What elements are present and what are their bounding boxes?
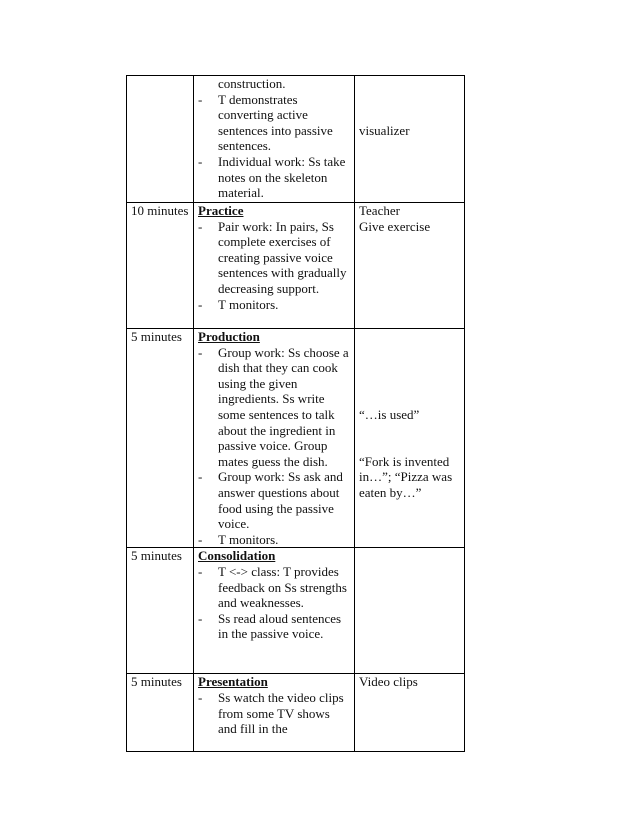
activity-list [198,564,350,642]
stage-heading: Presentation [198,674,268,690]
list-item [198,345,350,470]
table-row [127,76,465,203]
table-row [127,674,465,752]
bullet-text: T monitors. [218,531,279,547]
resource-text: visualizer [359,122,410,138]
resource-text: Teacher [359,203,400,218]
bullet-text: Group work: Ss ask and answer questions about food using the passive voice. [218,469,343,532]
activity-cell [194,76,355,203]
resource-cell [355,329,465,548]
bullet-text: T <-> class: T provides feedback on Ss strengths and weaknesses. [218,563,347,611]
bullet-dash: - [198,91,203,107]
table-row [127,203,465,329]
time-cell [127,203,194,329]
activity-cell [194,674,355,752]
bullet-text: Individual work: Ss take notes on the skeleton material. [218,153,346,201]
list-item [198,690,350,737]
time-cell [127,76,194,203]
time-text: 10 minutes [131,203,189,218]
table-row [127,329,465,548]
list-item [198,92,350,154]
resource-cell [355,674,465,752]
time-cell [127,548,194,674]
resource-text: “…is used” [359,406,420,422]
time-text: 5 minutes [131,674,182,690]
resource-text: Video clips [359,674,418,690]
activity-list [198,219,350,313]
bullet-dash: - [198,610,203,626]
activity-list [198,345,350,548]
bullet-dash: - [198,153,203,169]
time-cell [127,329,194,548]
bullet-text: Ss read aloud sentences in the passive voice. [218,610,342,642]
list-item [198,611,350,642]
bullet-text: Pair work: In pairs, Ss complete exercises of creating passive voice sentences with gradually decreasing support. [218,218,347,296]
resource-cell [355,548,465,674]
bullet-dash: - [198,563,203,579]
resource-cell [355,203,465,329]
stage-heading: Production [198,329,260,344]
bullet-dash: - [198,344,203,360]
bullet-dash: - [198,689,203,705]
resource-text: Give exercise [359,218,431,234]
activity-list [198,92,350,201]
activity-cell [194,329,355,548]
activity-list [198,690,350,737]
bullet-dash: - [198,469,203,485]
list-item [198,564,350,611]
bullet-dash: - [198,296,203,312]
list-item [198,154,350,201]
list-item [198,297,350,313]
resource-text: “Fork is invented in…”; “Pizza was eaten by…” [359,453,453,500]
time-text: 5 minutes [131,329,182,344]
stage-heading: Consolidation [198,548,276,564]
stage-heading: Practice [198,203,244,218]
table-row [127,548,465,674]
bullet-text: Group work: Ss choose a dish that they can cook using the given ingredients. Ss write some sentences to talk about the ingredient in passive voice. Group mates guess the dish. [218,344,349,469]
list-item [198,532,350,548]
time-text: 5 minutes [131,548,182,564]
bullet-text: T demonstrates converting active sentences into passive sentences. [218,91,333,154]
activity-cell [194,548,355,674]
activity-cell [194,203,355,329]
continuation-text: construction. [218,76,286,91]
bullet-dash: - [198,531,203,547]
bullet-dash: - [198,218,203,234]
time-cell [127,674,194,752]
list-item [198,469,350,531]
resource-cell [355,76,465,203]
list-item [198,219,350,297]
bullet-text: Ss watch the video clips from some TV shows and fill in the [218,689,344,737]
bullet-text: T monitors. [218,296,279,312]
lesson-plan-table [126,75,465,752]
